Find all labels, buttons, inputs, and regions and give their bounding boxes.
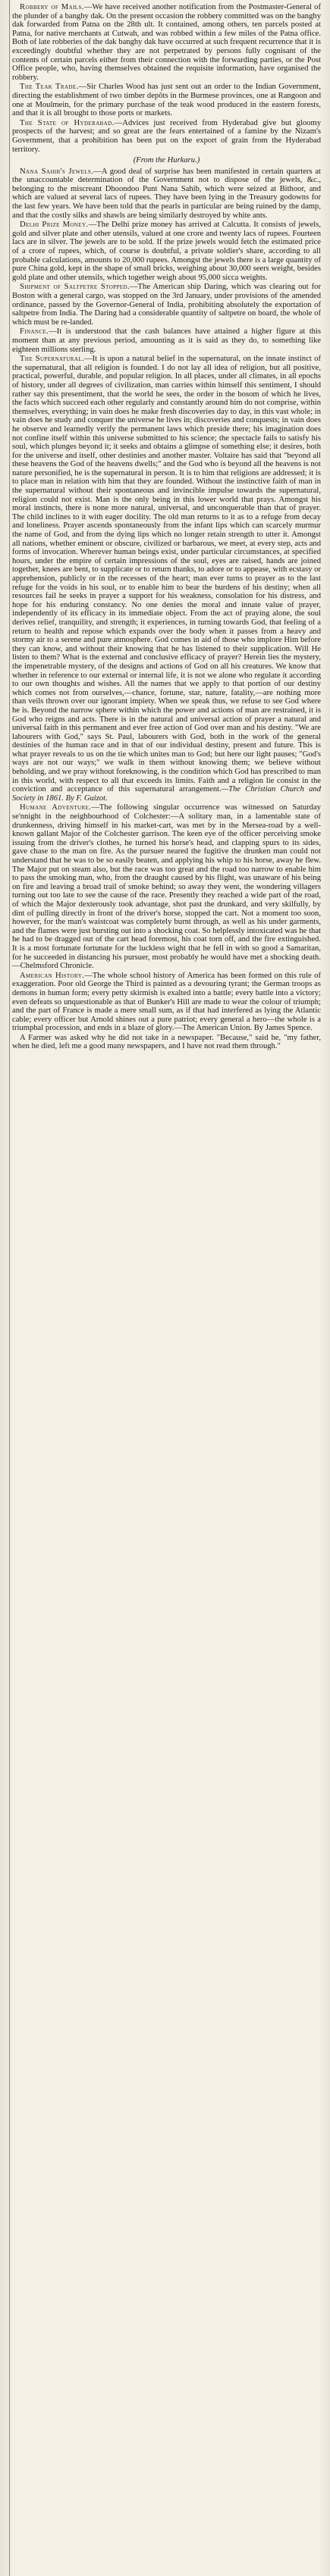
- article-heading: Shipment of Saltpetre Stopped.: [20, 283, 130, 292]
- article-body: —The Delhi prize money has arrived at Calcutta. It consists of jewels, gold and silver plate and other utensils, valued at one crore and twenty lacs of rupees. Fourteen lacs are in silver. The jewels are to be sold. If the prize jewels would fetch the estimated price of a crore of rupees, which, of course is doubtful, a private soldier's share, according to all probable calculations, amounts to 20,000 rupees. Amongst the jewels there is a large quantity of pure China gold, kept in the shape of small bricks, weighing about 30,000 seers weight, besides gold plate and other utensils, which together weigh about 95,000 sicca weights.: [12, 221, 321, 282]
- article-body: —Sir Charles Wood has just sent out an order to the Indian Government, directing the establishment of two timber depôts in the Burmese provinces, one at Rangoon and one at Moulmein, for the primary purchase of the teak wood produced in the eastern forests, and that it is all brought to those ports or markets.: [12, 83, 321, 118]
- article-body: —A good deal of surprise has been manifested in certain quarters at the unaccountable determination of the Government not to dispose of the jewels, &c., belonging to the miscreant Dhoondoo Punt Nana Sahib, which were seized at Bithoor, and which are valued at several lacs of rupees. They have been lying in the Treasury godowns for the last few years. We have been told that the pearls in particular are being ruined by the damp, and that the costly silks and shawls are being similarly destroyed by white ants.: [12, 167, 321, 220]
- source-credit: (From the Hurkaru.): [133, 156, 200, 165]
- article-heading: Humane Adventure.: [20, 803, 92, 812]
- article-body: —The American ship Daring, which was clearing out for Boston with a general cargo, was stopped on the 3rd January, under provisions of the amended ordinance, passed by the Governor-General of India, prohibiting absolutely the exportation of saltpetre from India. The Daring had a considerable quantity of saltpetre on board, the whole of which must be re-landed.: [12, 283, 321, 327]
- article-saltpetre: [12, 283, 321, 327]
- article-body: —We have received another notification from the Postmaster-General of the plunder of a banghy dak. On the present occasion the robbery committed was on the banghy dak forwarded from Patna on the 28th ult. It contained, among others, ten parcels posted at Patna, for native merchants at Cutwah, and was robbed within a few miles of the Patna office. Both of late robberies of the dak banghy dak have occurred at such frequent recurrence that it is exceedingly doubtful whether they are not perpetrated by persons fully cognisant of the contents of certain parcels either from their connection with the forwarding parties, or the Post Office people, who, having themselves obtained the requisite information, have organised the robbery.: [12, 3, 321, 82]
- article-heading: The State of Hyderabad.: [20, 118, 115, 127]
- article-body: —It is upon a natural belief in the supernatural, on the innate instinct of the supernatural, that all religion is founded. I do not lay all idea of religion, but all positive, practical, powerful, durable, and popular religion. In all places, under all climates, in all epochs of history, under all degrees of civilization, man carries within himself this sentiment, I should rather say this presentiment, that the world he sees, the order in the bosom of which he lives, the facts which succeed each other regularly and constantly around him do not comprise, within themselves, everything; in vain does he make fresh discoveries day to day, in this vast whole; in vain does he study and conquer the universe he lives in; discoveries and conquests; in vain does he observe and learnedly verify the permanent laws which preside there; his imagination does not confine itself within this universe submitted to his science; the spectacle fails to satisfy his soul, which plunges beyond it; it seeks and obtains a glimpse of something else; it desires, both for the universe and itself, other destinies and another master. Voltaire has said that "beyond all these heavens the God of the heavens dwells;" and the God who is beyond all the heavens is not nature personified, he is the supernatural in person. It is to him that religions are addressed; it is to place man in relation with him that they are founded. Without the instinctive faith of man in the supernatural without their spontaneous and invincible impulse towards the supernatural, religion could not exist. Man is the only being in this lower world that prays. Amongst his moral instincts, there is none more natural, universal, and unconquerable than that of prayer. The child inclines to it with eager docility. The old man returns to it as to a refuge from decay and loneliness. Prayer ascends spontaneously from the infant lips which can scarcely murmur the name of God, and from the dying lips which no longer retain strength to utter it. Amongst all nations, whether eminent or obscure, civilized or barbarous, we meet, at every step, acts and forms of invocation. Wherever human beings exist, under particular circumstances, at specified hours, under the empire of certain impressions of the soul, eyes are raised, hands are joined together, knees are bent, to supplicate or to return thanks, to adore or to appease, with ecstasy or apprehension, publicly or in the recesses of the heart; man ever turns to prayer as to the last refuge for the voids in his soul, or to enable him to bear the burdens of his destiny; when all resources fail he seeks in prayer a support for his weakness, consolation for his distress, and hope for his enduring constancy. No one denies the moral and innate value of prayer, independently of its efficacy in its immediate object. From the act of praying alone, the soul derives relief, tranquility, and strength; it experiences, in turning towards God, that feeling of a return to health and repose which expands over the body when it passes from a heavy and stormy air to a serene and pure atmosphere. God comes in aid of those who implore Him before they can know, and without their knowing that he has listened to their supplication. Will He listen to them? What is the external and conclusive efficacy of prayer? Herein lies the mystery, the impenetrable mystery, of the designs and actions of God on all his creatures. We know that whether in reference to our external or internal life, it is not we alone who regulate it according to our own thoughts and wishes. All the names that we apply to that portion of our destiny which comes not from ourselves,—chance, fortune, star, nature, fatality,—are nothing more than veils thrown over our ignorant impiety. When we speak thus, we refuse to see God where he is. Beyond the narrow sphere within which the power and actions of man are restrained, it is God who reigns and acts. There is in the natural and universal action of prayer a natural and universal faith in this permanent and ever free action of God over man and his destiny. "We are labourers with God," says St. Paul, labourers with God, both in the work of the general destinies of the human race and in that of our individual destiny, present and future. This is what prayer reveals to us on the tie which unites man to God; but here our light pauses; "God's ways are not our ways;" we walk in them without knowing them; we believe without beholding, and we pray without foreknowing, is the condition which God has prescribed to man in this world, with respect to all that exceeds its limits. Faith and a religion lie consist in the conviction and acceptance of this supernatural arrangement.: [12, 355, 322, 794]
- article-delhi-prize-money: [12, 221, 321, 282]
- article-source: —The Christian Church and Society in 1861. By F. Guizot.: [12, 785, 321, 803]
- article-body: —The following singular occurrence was witnessed on Saturday se'nnight in the neighbourhood of Colchester:—A solitary man, in a lamentable state of drunkenness, driving himself in his market-cart, was met by in the Mersea-road by a well-known gallant Major of the Colchester garrison. The keen eye of the officer perceiving smoke issuing from the driver's clothes, he turned his horse's head, and clapping spurs to its sides, gave chase to the man on fire. As the pursuer neared the fugitive the drunken man could not understand that he was to be so easily beaten, and applying his whip to his horse, away he flew. The Major put on steam also, but the race was too great and the road too narrow to enable him to pass the smoking man, who, from the draught caused by his flight, was unaware of his being on fire and leaving a broad trail of smoke behind; so away they went, the wondering villagers turning out too late to see the cause of the race. Presently they reached a wide part of the road, of which the Major dexterously took advantage, shot past the drunkard, and very skilfully, by dint of pulling directly in front of the driver's horse, stopped the cart. Not a moment too soon, however, for the man's waistcoat was completely burnt through, as well as his under garments, and the flames were just bursting out into a shocking coat. So helplessly intoxicated was he that he had to be dragged out of the cart head foremost, his coat torn off, and the fire extinguished. It is a most fortunate fortunate for the luckless wight that he fell in with so good a Samaritan, for he succeeded in distancing his pursuer, most probably he would have met a shocking death.—Chelmsford Chronicle.: [12, 803, 321, 971]
- article-supernatural: [12, 355, 321, 803]
- article-heading: Delhi Prize Money.: [20, 221, 89, 230]
- article-heading: Robbery of Mails.: [20, 3, 84, 11]
- article-humane-adventure: [12, 803, 321, 970]
- article-heading: Finance.: [20, 327, 49, 336]
- news-column: [12, 3, 321, 1051]
- article-finance: [12, 327, 321, 354]
- article-body: A Farmer was asked why he did not take in a newspaper. "Because," said he, "my father, when he died, left me a good many newspapers, and I have not read them through.": [12, 1033, 321, 1051]
- article-american-history: [12, 972, 321, 1033]
- article-heading: The Supernatural.: [20, 355, 84, 364]
- article-body: —The whole school history of America has been formed on this rule of exaggeration. Poor old George the Third is painted as a devouring tyrant; the German troops as demons in human form; every petty skirmish is exalted into a battle; every battle into a victory; even defeats so unquestionable as that of Bunker's Hill are made to wear the colour of triumph; and the part of France is made a mere small sum, as if that had interfered as lying the Atlantic cable; every officer but Arnold shines out a pure patriot; every general a hero—the whole is a triumphal procession, and ends in a blaze of glory.—The American Union. By James Spence.: [12, 971, 321, 1033]
- article-body: —It is understood that the cash balances have attained a higher figure at this moment than at any previous period, amounting as it is said as they do, to something like eighteen millions sterling.: [12, 327, 321, 354]
- article-body: —Advices just received from Hyderabad give but gloomy prospects of the harvest; and so great are the fears entertained of a famine by the Nizam's Government, that a prohibition has been put on the export of grain from the Hyderabad territory.: [12, 118, 321, 154]
- article-nana-sahib-jewels: [12, 167, 321, 221]
- article-state-of-hyderabad: [12, 119, 321, 154]
- article-heading: American History.: [20, 971, 85, 980]
- column-rule: [9, 0, 10, 2576]
- article-robbery-of-mails: [12, 3, 321, 82]
- article-farmer-anecdote: [12, 1034, 321, 1051]
- article-heading: The Teak Trade.: [20, 83, 79, 92]
- article-heading: Nana Sahib's Jewels.: [20, 167, 94, 176]
- article-teak-trade: [12, 83, 321, 117]
